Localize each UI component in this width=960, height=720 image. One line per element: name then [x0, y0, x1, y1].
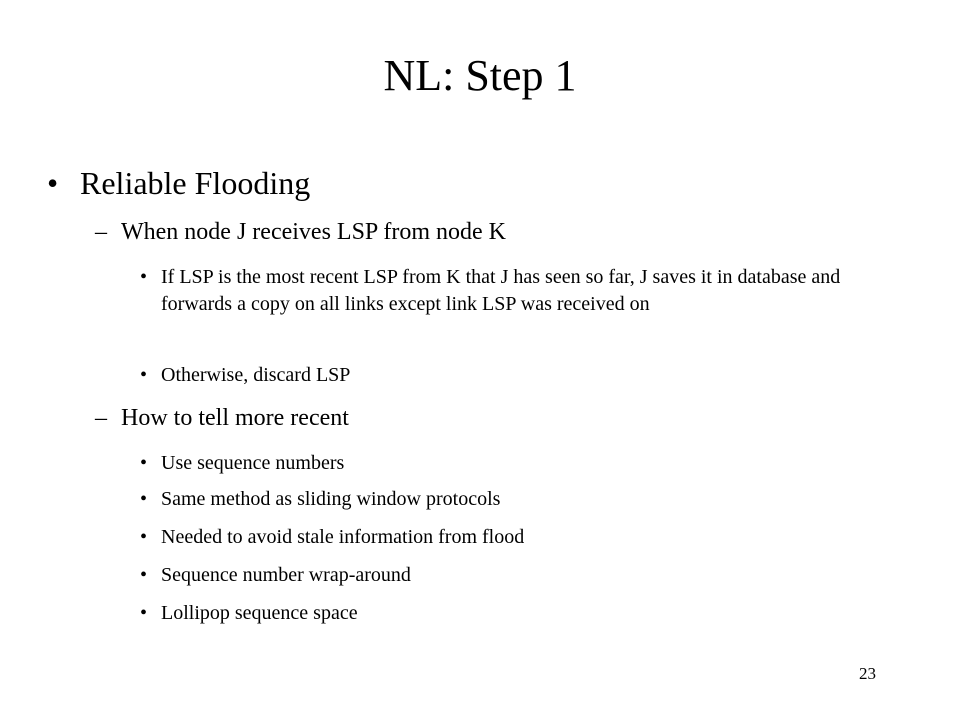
- detail-text: Otherwise, discard LSP: [161, 364, 351, 386]
- detail-item-sliding-window: [140, 486, 900, 513]
- detail-text: Use sequence numbers: [161, 452, 345, 474]
- detail-text: Same method as sliding window protocols: [161, 488, 501, 510]
- detail-item-discard: [140, 362, 900, 389]
- dash-icon: –: [95, 405, 107, 431]
- detail-item-save-forward: [140, 264, 900, 318]
- slide-title: NL: Step 1: [383, 51, 577, 100]
- detail-item-stale-info: [140, 524, 900, 551]
- page-number: 23: [859, 664, 876, 683]
- bullet-dot-icon: •: [140, 266, 148, 288]
- detail-text: Needed to avoid stale information from flood: [161, 526, 525, 548]
- bullet-text: Reliable Flooding: [80, 165, 311, 201]
- detail-text: If LSP is the most recent LSP from K that J has seen so far, J saves it in database and forwards a copy on all links except link LSP was received on: [161, 266, 841, 315]
- detail-item-sequence-numbers: [140, 450, 900, 477]
- bullet-dot-icon: •: [140, 564, 148, 586]
- bullet-dot-icon: •: [140, 452, 148, 474]
- dash-icon: –: [95, 219, 107, 245]
- bullet-dot-icon: •: [140, 364, 148, 386]
- bullet-dot-icon: •: [140, 602, 148, 624]
- bullet-dot-icon: •: [47, 165, 59, 201]
- subbullet-text: When node J receives LSP from node K: [121, 219, 507, 245]
- detail-item-lollipop: [140, 600, 900, 627]
- detail-text: Sequence number wrap-around: [161, 564, 411, 586]
- detail-text: Lollipop sequence space: [161, 602, 358, 624]
- bullet-dot-icon: •: [140, 488, 148, 510]
- bullet-dot-icon: •: [140, 526, 148, 548]
- detail-item-wrap-around: [140, 562, 900, 589]
- subbullet-text: How to tell more recent: [121, 405, 349, 431]
